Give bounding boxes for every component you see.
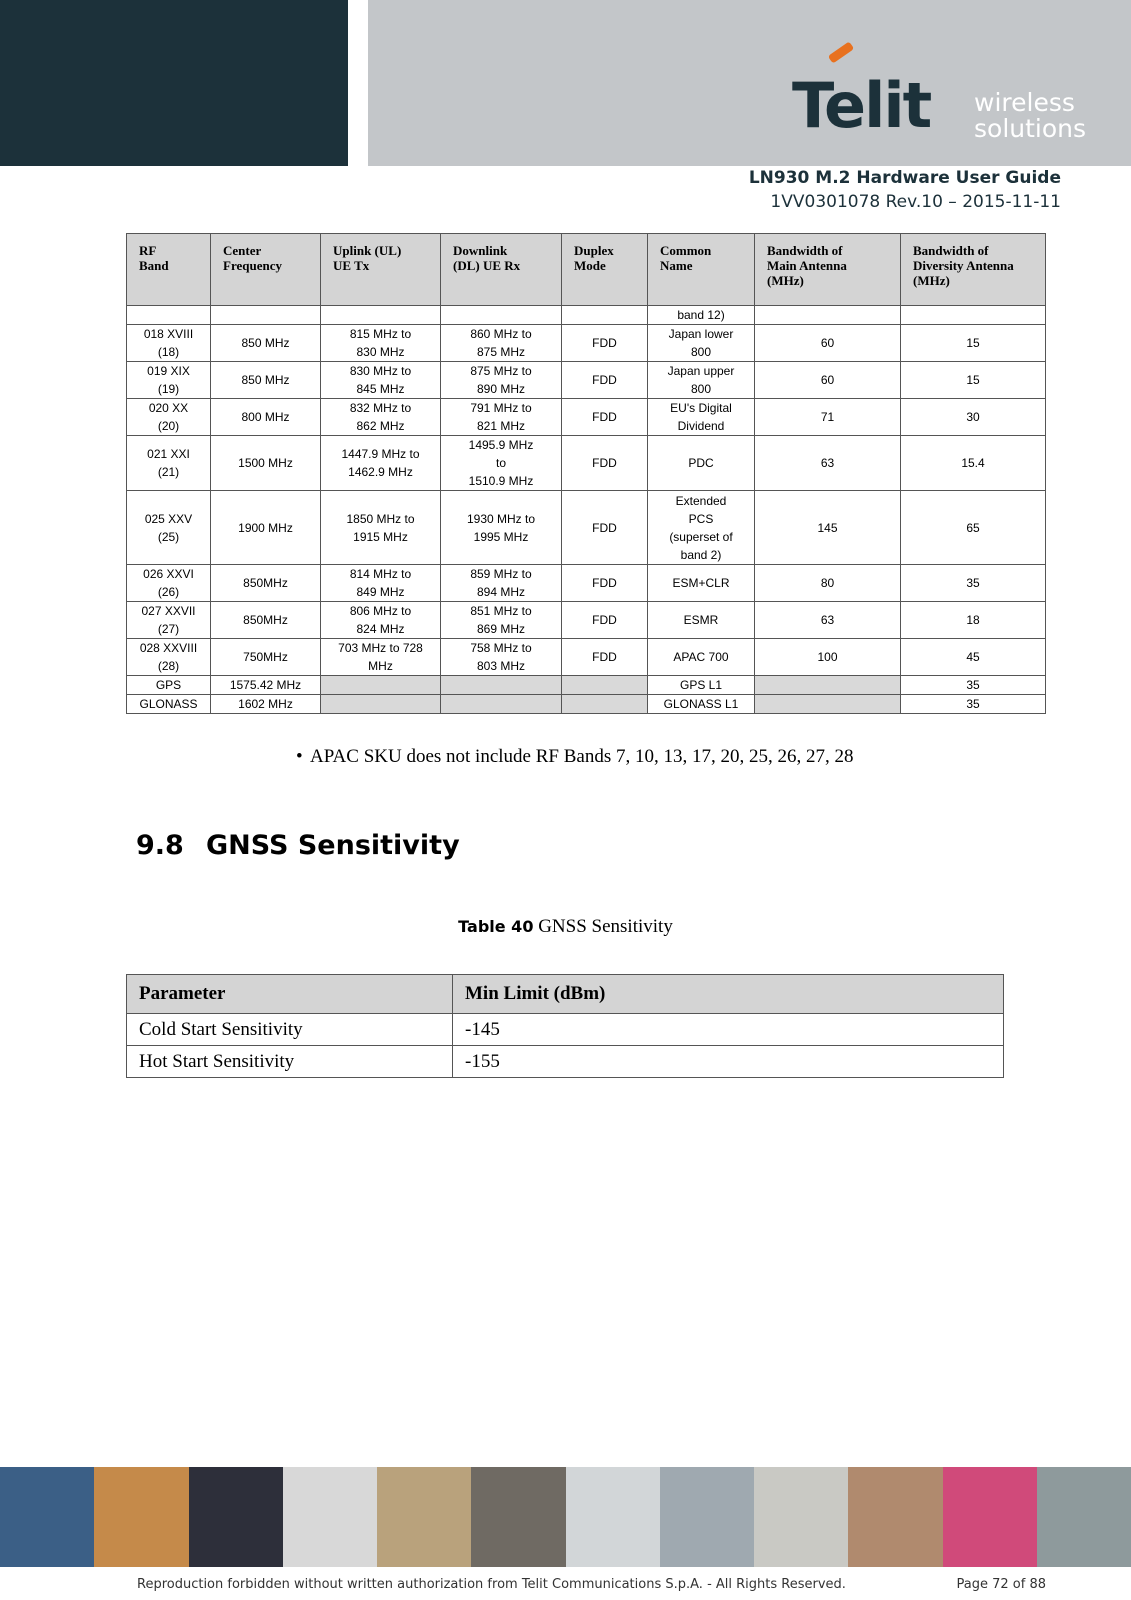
band-table-cell: GLONASS L1 (648, 695, 755, 714)
table-caption (0, 916, 1131, 938)
band-table-cell: 815 MHz to 830 MHz (321, 325, 441, 362)
band-table-cell (562, 676, 648, 695)
band-table-cell: GPS (127, 676, 211, 695)
gnss-table-cell: -145 (453, 1014, 1004, 1046)
band-table-cell: ESMR (648, 602, 755, 639)
band-table-body (127, 306, 1046, 714)
band-table-cell: 1500 MHz (211, 436, 321, 491)
band-table-cell: 027 XXVII (27) (127, 602, 211, 639)
band-table-cell: FDD (562, 602, 648, 639)
band-table-row (127, 602, 1046, 639)
band-table-cell (441, 676, 562, 695)
gnss-table-row (127, 1046, 1004, 1078)
apac-note (296, 746, 854, 768)
band-table-cell (127, 306, 211, 325)
band-table-cell: 791 MHz to 821 MHz (441, 399, 562, 436)
band-table-header-row (127, 234, 1046, 306)
band-table-cell: 850MHz (211, 565, 321, 602)
footer-photo-tile (660, 1467, 754, 1567)
footer-photo-tile (754, 1467, 848, 1567)
band-table-cell: 019 XIX (19) (127, 362, 211, 399)
band-table-cell (562, 695, 648, 714)
document-revision: 1VV0301078 Rev.10 – 2015-11-11 (770, 192, 1061, 212)
logo-wordmark: Telit (792, 69, 931, 142)
footer-photo-tile (848, 1467, 942, 1567)
band-table-cell: 703 MHz to 728 MHz (321, 639, 441, 676)
band-table-cell: 60 (755, 362, 901, 399)
band-table-cell: 025 XXV (25) (127, 491, 211, 565)
band-col-header-2: Uplink (UL) UE Tx (321, 234, 441, 306)
band-table-row (127, 639, 1046, 676)
band-table-cell: 832 MHz to 862 MHz (321, 399, 441, 436)
band-table-row (127, 306, 1046, 325)
band-table-cell: 1602 MHz (211, 695, 321, 714)
band-table-cell: PDC (648, 436, 755, 491)
band-table-cell: 145 (755, 491, 901, 565)
band-table-cell: 875 MHz to 890 MHz (441, 362, 562, 399)
bullet-glyph: • (296, 746, 303, 767)
band-table-cell: 020 XX (20) (127, 399, 211, 436)
band-table-row (127, 436, 1046, 491)
footer-photo-tile (189, 1467, 283, 1567)
gnss-table-header-row (127, 975, 1004, 1014)
band-table-row (127, 565, 1046, 602)
band-table-cell: 850 MHz (211, 325, 321, 362)
gnss-table-cell: Hot Start Sensitivity (127, 1046, 453, 1078)
band-table-cell: 814 MHz to 849 MHz (321, 565, 441, 602)
band-table-cell: EU's Digital Dividend (648, 399, 755, 436)
band-table-cell: Japan upper 800 (648, 362, 755, 399)
band-table-cell (562, 306, 648, 325)
band-table-cell: 15.4 (901, 436, 1046, 491)
gnss-table-cell: -155 (453, 1046, 1004, 1078)
band-table-cell: 35 (901, 565, 1046, 602)
band-table-row (127, 676, 1046, 695)
band-table-cell: FDD (562, 491, 648, 565)
footer-photo-strip (0, 1467, 1131, 1567)
band-col-header-3: Downlink (DL) UE Rx (441, 234, 562, 306)
section-title: GNSS Sensitivity (206, 830, 460, 861)
band-col-header-5: Common Name (648, 234, 755, 306)
band-table-cell: 1900 MHz (211, 491, 321, 565)
band-table-cell: FDD (562, 399, 648, 436)
band-table-cell: Extended PCS (superset of band 2) (648, 491, 755, 565)
band-table-cell (441, 306, 562, 325)
gnss-col-header-1: Min Limit (dBm) (453, 975, 1004, 1014)
band-table-cell: GPS L1 (648, 676, 755, 695)
band-table-cell (321, 306, 441, 325)
band-table-cell: 850MHz (211, 602, 321, 639)
gnss-table-cell: Cold Start Sensitivity (127, 1014, 453, 1046)
band-table-row (127, 399, 1046, 436)
band-table-cell (755, 695, 901, 714)
band-table-cell: 018 XVIII (18) (127, 325, 211, 362)
page-number: Page 72 of 88 (956, 1577, 1046, 1592)
band-table-cell: 850 MHz (211, 362, 321, 399)
apac-note-text: APAC SKU does not include RF Bands 7, 10, 13, 17, 20, 25, 26, 27, 28 (310, 746, 854, 767)
band-col-header-0: RF Band (127, 234, 211, 306)
rf-band-table (126, 233, 1046, 714)
band-table-cell: FDD (562, 325, 648, 362)
table-caption-label: Table 40 (458, 917, 534, 936)
band-table-cell: 026 XXVI (26) (127, 565, 211, 602)
footer-photo-tile (943, 1467, 1037, 1567)
logo-tagline-line-2: solutions (974, 114, 1087, 143)
footer-photo-tile (377, 1467, 471, 1567)
gnss-table-body (127, 1014, 1004, 1078)
band-table-cell: 80 (755, 565, 901, 602)
footer-photo-tile (1037, 1467, 1131, 1567)
band-table-cell: 1495.9 MHz to 1510.9 MHz (441, 436, 562, 491)
footer-photo-tile (0, 1467, 94, 1567)
band-table-cell: Japan lower 800 (648, 325, 755, 362)
band-table-cell: FDD (562, 565, 648, 602)
band-col-header-4: Duplex Mode (562, 234, 648, 306)
band-table-cell: 18 (901, 602, 1046, 639)
band-table-cell (441, 695, 562, 714)
band-table-cell: 65 (901, 491, 1046, 565)
band-table-cell: 1930 MHz to 1995 MHz (441, 491, 562, 565)
footer-copyright: Reproduction forbidden without written authorization from Telit Communications S.p.A. - All Rights Reserved. (137, 1577, 846, 1592)
footer-photo-tile (283, 1467, 377, 1567)
band-table-cell: 859 MHz to 894 MHz (441, 565, 562, 602)
gnss-sensitivity-table (126, 974, 1004, 1078)
band-table-cell: 1850 MHz to 1915 MHz (321, 491, 441, 565)
footer-photo-tile (566, 1467, 660, 1567)
band-table-cell: 758 MHz to 803 MHz (441, 639, 562, 676)
band-table-cell: 1575.42 MHz (211, 676, 321, 695)
document-title: LN930 M.2 Hardware User Guide (748, 168, 1061, 188)
band-table-row (127, 362, 1046, 399)
band-table-cell: 021 XXI (21) (127, 436, 211, 491)
band-table-cell: 71 (755, 399, 901, 436)
band-table-cell: 45 (901, 639, 1046, 676)
header-dark-panel (0, 0, 348, 166)
band-table-cell: 851 MHz to 869 MHz (441, 602, 562, 639)
band-table-row (127, 695, 1046, 714)
band-table-cell: APAC 700 (648, 639, 755, 676)
band-table-cell (755, 306, 901, 325)
band-table-cell: band 12) (648, 306, 755, 325)
band-table-cell: 15 (901, 362, 1046, 399)
band-table-cell: 15 (901, 325, 1046, 362)
band-table-cell: 800 MHz (211, 399, 321, 436)
band-table-cell: FDD (562, 362, 648, 399)
logo-tagline-line-1: wireless (974, 88, 1075, 117)
table-caption-text: GNSS Sensitivity (533, 916, 673, 937)
gnss-table-row (127, 1014, 1004, 1046)
section-number: 9.8 (136, 830, 184, 861)
footer-photo-tile (94, 1467, 188, 1567)
band-table-cell (901, 306, 1046, 325)
band-table-cell (321, 695, 441, 714)
band-table-cell: 30 (901, 399, 1046, 436)
band-table-row (127, 325, 1046, 362)
band-col-header-7: Bandwidth of Diversity Antenna (MHz) (901, 234, 1046, 306)
band-col-header-1: Center Frequency (211, 234, 321, 306)
logo-tagline (974, 90, 1086, 142)
telit-logo (792, 66, 1092, 146)
band-col-header-6: Bandwidth of Main Antenna (MHz) (755, 234, 901, 306)
band-table-cell: GLONASS (127, 695, 211, 714)
gnss-col-header-0: Parameter (127, 975, 453, 1014)
band-table-cell: FDD (562, 639, 648, 676)
band-table-cell: ESM+CLR (648, 565, 755, 602)
band-table-cell: 860 MHz to 875 MHz (441, 325, 562, 362)
footer-photo-tile (471, 1467, 565, 1567)
band-table-cell: 028 XXVIII (28) (127, 639, 211, 676)
band-table-cell: 750MHz (211, 639, 321, 676)
band-table-cell: 100 (755, 639, 901, 676)
band-table-cell: 1447.9 MHz to 1462.9 MHz (321, 436, 441, 491)
band-table-row (127, 491, 1046, 565)
band-table-cell: 35 (901, 676, 1046, 695)
band-table-cell: 806 MHz to 824 MHz (321, 602, 441, 639)
band-table-cell: 60 (755, 325, 901, 362)
band-table-cell (321, 676, 441, 695)
band-table-cell: 830 MHz to 845 MHz (321, 362, 441, 399)
band-table-cell (755, 676, 901, 695)
band-table-cell: 63 (755, 436, 901, 491)
band-table-cell (211, 306, 321, 325)
band-table-cell: 63 (755, 602, 901, 639)
band-table-cell: FDD (562, 436, 648, 491)
band-table-cell: 35 (901, 695, 1046, 714)
